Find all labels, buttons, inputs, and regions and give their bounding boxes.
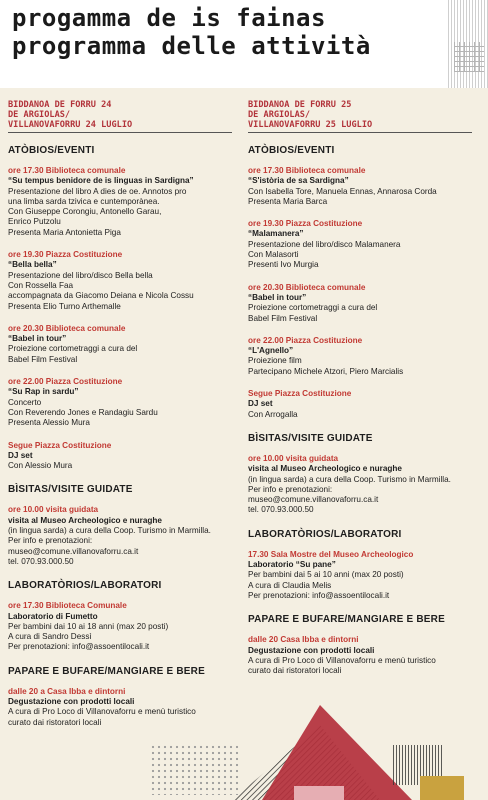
event-time-place: ore 19.30 Piazza Costituzione	[8, 250, 123, 260]
event-time-place: Segue Piazza Costituzione	[8, 440, 112, 450]
location-date-line: BIDDANOA DE FORRU 24	[8, 100, 112, 110]
event-time-place: dalle 20 Casa Ibba e dintorni	[248, 635, 359, 645]
event-name: visita al Museo Archeologico e nuraghe	[248, 464, 402, 474]
event-detail: Concerto	[8, 397, 42, 407]
event-detail: A cura di Pro Loco di Villanovaforru e menù turistico	[8, 707, 196, 717]
event-detail: Proiezione film	[248, 356, 302, 366]
event-detail: Per prenotazioni: info@assoentilocali.it	[8, 642, 150, 652]
event-detail: Presenta Elio Turno Arthemalle	[8, 301, 121, 311]
event-detail: A cura di Claudia Melis	[248, 580, 332, 590]
event-name: Degustazione con prodotti locali	[8, 696, 135, 706]
event-detail: Con Giuseppe Corongiu, Antonello Garau,	[8, 207, 162, 217]
event-name: Degustazione con prodotti locali	[248, 645, 375, 655]
event-detail: museo@comune.villanovaforru.ca.it	[248, 495, 379, 505]
event-time-place: ore 17.30 Biblioteca comunale	[8, 166, 126, 175]
event-detail: Con Reverendo Jones e Randagiu Sardu	[8, 407, 158, 417]
event-name: Laboratorio di Fumetto	[8, 611, 98, 621]
event-detail: tel. 070.93.000.50	[248, 505, 314, 515]
event-detail: Con Rossella Faa	[8, 280, 74, 290]
event-name: “Su tempus benidore de is linguas in Sardigna”	[8, 176, 194, 186]
event-item	[8, 601, 236, 652]
title-line-2: programma delle attività	[12, 32, 371, 60]
title-line-1: progamma de is fainas	[12, 4, 326, 32]
event-name: DJ set	[248, 399, 273, 409]
event-detail: A cura di Pro Loco di Villanovaforru e menù turistico	[248, 655, 436, 665]
event-detail: Enrico Putzolu	[8, 217, 61, 227]
event-detail: tel. 070.93.000.50	[8, 556, 74, 566]
event-name: “Babel in tour”	[248, 292, 307, 302]
event-item	[8, 505, 236, 567]
event-item	[8, 324, 236, 365]
event-time-place: Segue Piazza Costituzione	[248, 389, 352, 399]
divider-rule	[8, 132, 232, 133]
header-band	[0, 0, 488, 88]
gold-block	[420, 776, 464, 800]
event-detail: Per info e prenotazioni:	[8, 536, 93, 546]
event-time-place: ore 19.30 Piazza Costituzione	[248, 219, 363, 229]
hatched-triangle	[232, 725, 380, 800]
event-detail: Per bambini dai 10 ai 18 anni (max 20 posti)	[8, 621, 169, 631]
event-item	[248, 454, 476, 516]
event-detail: Presenta Alessio Mura	[8, 418, 90, 428]
event-detail: (in lingua sarda) a cura della Coop. Turismo in Marmilla.	[8, 526, 211, 536]
event-item	[248, 219, 476, 270]
event-name: “Babel in tour”	[8, 334, 67, 344]
event-detail: Presentazione del libro/disco Bella bella	[8, 270, 153, 280]
event-detail: museo@comune.villanovaforru.ca.it	[8, 546, 139, 556]
event-detail: Presenta Maria Barca	[248, 196, 328, 206]
event-item	[248, 550, 476, 601]
event-item	[248, 336, 476, 377]
section-heading: BÌSITAS/VISITE GUIDATE	[8, 484, 133, 496]
dot-pattern	[150, 745, 240, 795]
page-title	[12, 4, 371, 60]
event-detail: Babel Film Festival	[8, 354, 78, 364]
section-heading: ATÒBIOS/EVENTI	[8, 145, 95, 156]
location-date-line: DE ARGIOLAS/	[8, 110, 71, 120]
event-item	[248, 635, 476, 676]
event-detail: Per info e prenotazioni:	[248, 484, 333, 494]
event-item	[8, 441, 236, 472]
event-item	[8, 166, 236, 238]
section-heading: PAPARE E BUFARE/MANGIARE E BERE	[8, 665, 205, 677]
event-detail: Con Arrogalla	[248, 409, 298, 419]
event-name: visita al Museo Archeologico e nuraghe	[8, 515, 162, 525]
red-triangle	[262, 705, 412, 800]
event-time-place: ore 20.30 Biblioteca comunale	[248, 282, 366, 292]
event-detail: Presentazione del libro/disco Malamanera	[248, 239, 401, 249]
event-item	[8, 250, 236, 312]
event-name: DJ set	[8, 450, 33, 460]
event-name: “S'istòria de sa Sardigna”	[248, 176, 349, 186]
divider-rule	[248, 132, 472, 133]
event-item	[8, 687, 236, 728]
event-item	[248, 283, 476, 324]
event-time-place: ore 10.00 visita guidata	[8, 505, 99, 515]
location-date-header	[8, 100, 236, 130]
location-date-line: BIDDANOA DE FORRU 25	[248, 100, 352, 110]
day-24-column	[8, 100, 236, 740]
event-detail: accompagnata da Giacomo Deiana e Nicola Cossu	[8, 291, 194, 301]
event-name: “Bella bella”	[8, 260, 57, 270]
event-detail: Con Isabella Tore, Manuela Ennas, Annarosa Corda	[248, 186, 437, 196]
event-item	[248, 389, 476, 420]
event-time-place: 17.30 Sala Mostre del Museo Archeologico	[248, 549, 414, 559]
event-name: “L'Agnello”	[248, 346, 294, 356]
section-heading: BÌSITAS/VISITE GUIDATE	[248, 432, 373, 444]
event-detail: Per bambini dai 5 ai 10 anni (max 20 posti)	[248, 570, 404, 580]
location-date-line: DE ARGIOLAS/	[248, 110, 311, 120]
event-name: Laboratorio “Su pane”	[248, 560, 336, 570]
striped-block	[392, 745, 444, 785]
event-detail: Proiezione cortometraggi a cura del	[248, 303, 378, 313]
event-time-place: ore 17.30 Biblioteca Comunale	[8, 601, 127, 611]
event-detail: Presentazione del libro A dies de oe. Annotos pro	[8, 186, 187, 196]
event-time-place: ore 10.00 visita guidata	[248, 453, 339, 463]
event-detail: Proiezione cortometraggi a cura del	[8, 344, 138, 354]
event-time-place: ore 22.00 Piazza Costituzione	[8, 377, 123, 387]
event-detail: Presenti Ivo Murgia	[248, 260, 319, 270]
event-time-place: ore 22.00 Piazza Costituzione	[248, 335, 363, 345]
event-item	[8, 377, 236, 428]
event-detail: A cura di Sandro Dessì	[8, 632, 92, 642]
event-item	[248, 166, 476, 207]
event-detail: Con Alessio Mura	[8, 461, 73, 471]
location-date-header	[248, 100, 476, 130]
event-name: “Su Rap in sardu”	[8, 387, 79, 397]
section-heading: LABORATÒRIOS/LABORATORI	[8, 580, 162, 592]
location-date-line: VILLANOVAFORRU 25 LUGLIO	[248, 120, 373, 130]
event-detail: Presenta Maria Antonietta Piga	[8, 227, 121, 237]
event-detail: Partecipano Michele Atzori, Piero Marcialis	[248, 366, 404, 376]
section-heading: PAPARE E BUFARE/MANGIARE E BERE	[248, 614, 445, 626]
event-detail: Per prenotazioni: info@assoentilocali.it	[248, 590, 390, 600]
event-detail: Babel Film Festival	[248, 313, 318, 323]
section-heading: LABORATÒRIOS/LABORATORI	[248, 528, 402, 540]
event-detail: Con Malasorti	[248, 250, 299, 260]
event-time-place: ore 17.30 Biblioteca comunale	[248, 166, 366, 175]
location-date-line: VILLANOVAFORRU 24 LUGLIO	[8, 120, 133, 130]
event-name: “Malamanera”	[248, 229, 304, 239]
event-time-place: dalle 20 a Casa Ibba e dintorni	[8, 686, 126, 696]
corner-grid-pattern	[454, 42, 484, 72]
section-heading: ATÒBIOS/EVENTI	[248, 145, 335, 156]
day-25-column	[248, 100, 476, 688]
event-time-place: ore 20.30 Biblioteca comunale	[8, 323, 126, 333]
event-detail: una limba sarda tzivica e cuntemporànea.	[8, 196, 160, 206]
pink-block	[294, 786, 344, 800]
event-detail: curato dai ristoratori locali	[248, 666, 342, 676]
event-detail: curato dai ristoratori locali	[8, 717, 102, 727]
event-detail: (in lingua sarda) a cura della Coop. Turismo in Marmilla.	[248, 474, 451, 484]
